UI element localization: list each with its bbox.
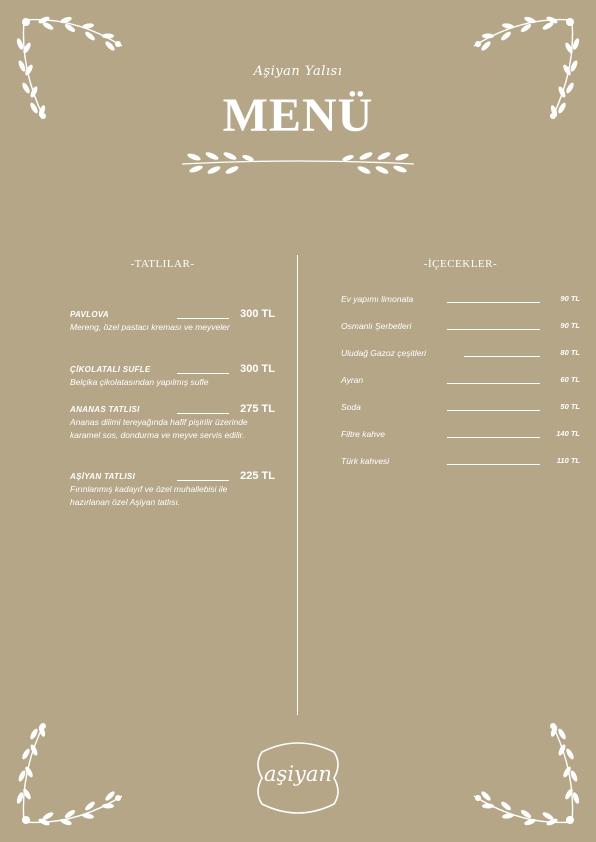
drink-name: Osmanlı Şerbetleri: [341, 321, 412, 331]
drink-name: Türk kahvesi: [341, 456, 390, 466]
drink-price: 140 TL: [556, 429, 580, 438]
drink-name: Filtre kahve: [341, 429, 385, 439]
leader-line: [447, 437, 540, 438]
drink-item: [341, 375, 580, 387]
leader-line: [177, 373, 229, 374]
leader-line: [177, 318, 229, 319]
drink-price: 90 TL: [560, 294, 580, 303]
leader-line: [447, 464, 540, 465]
dessert-name: ÇİKOLATALI SUFLE: [70, 365, 151, 374]
dessert-name: AŞİYAN TATLISI: [70, 472, 136, 481]
drink-price: 50 TL: [560, 402, 580, 411]
laurel-divider-icon: [178, 148, 418, 180]
drink-price: 60 TL: [560, 375, 580, 384]
drink-name: Uludağ Gazoz çeşitleri: [341, 348, 427, 358]
drink-price: 90 TL: [560, 321, 580, 330]
leader-line: [177, 413, 229, 414]
drink-item: [341, 429, 580, 441]
drink-price: 110 TL: [556, 456, 580, 465]
drink-name: Ayran: [341, 375, 364, 385]
drink-name: Soda: [341, 402, 361, 412]
leader-line: [447, 410, 540, 411]
leader-line: [464, 356, 540, 357]
drinks-section-title: -İÇECEKLER-: [423, 258, 498, 270]
menu-subtitle: Aşiyan Yalısı: [253, 64, 343, 79]
drink-item: [341, 456, 580, 468]
menu-title: MENÜ: [222, 89, 374, 142]
dessert-name: PAVLOVA: [70, 310, 109, 319]
dessert-price: 225 TL: [240, 470, 275, 482]
leader-line: [447, 302, 540, 303]
drink-item: [341, 348, 580, 360]
dessert-description: Mereng, özel pastacı kreması ve meyveler: [70, 322, 230, 332]
drink-item: [341, 402, 580, 414]
floral-corner-icon-bottom-left: [14, 720, 126, 828]
dessert-description: Ananas dilimi tereyağında hafif pişirilir üzerinde karamel sos, dondurma ve meyve servis edilir.: [70, 417, 248, 440]
footer-logo: aşiyan: [264, 762, 332, 786]
drink-item: [341, 294, 580, 306]
floral-corner-icon-bottom-right: [470, 720, 582, 828]
dessert-price: 300 TL: [240, 363, 275, 375]
dessert-name: ANANAS TATLISI: [70, 405, 140, 414]
leader-line: [447, 383, 540, 384]
leader-line: [177, 480, 229, 481]
dessert-price: 300 TL: [240, 308, 275, 320]
column-divider: [297, 255, 298, 715]
dessert-description: Fırınlanmış kadayıf ve özel muhallebisi ile hazırlanan özel Aşiyan tatlısı.: [70, 484, 228, 507]
drink-price: 80 TL: [560, 348, 580, 357]
dessert-price: 275 TL: [240, 403, 275, 415]
dessert-description: Belçika çikolatasından yapılmış sufle: [70, 377, 209, 387]
leader-line: [447, 329, 540, 330]
desserts-section-title: -TATLILAR-: [130, 258, 195, 270]
drink-item: [341, 321, 580, 333]
drink-name: Ev yapımı limonata: [341, 294, 414, 304]
